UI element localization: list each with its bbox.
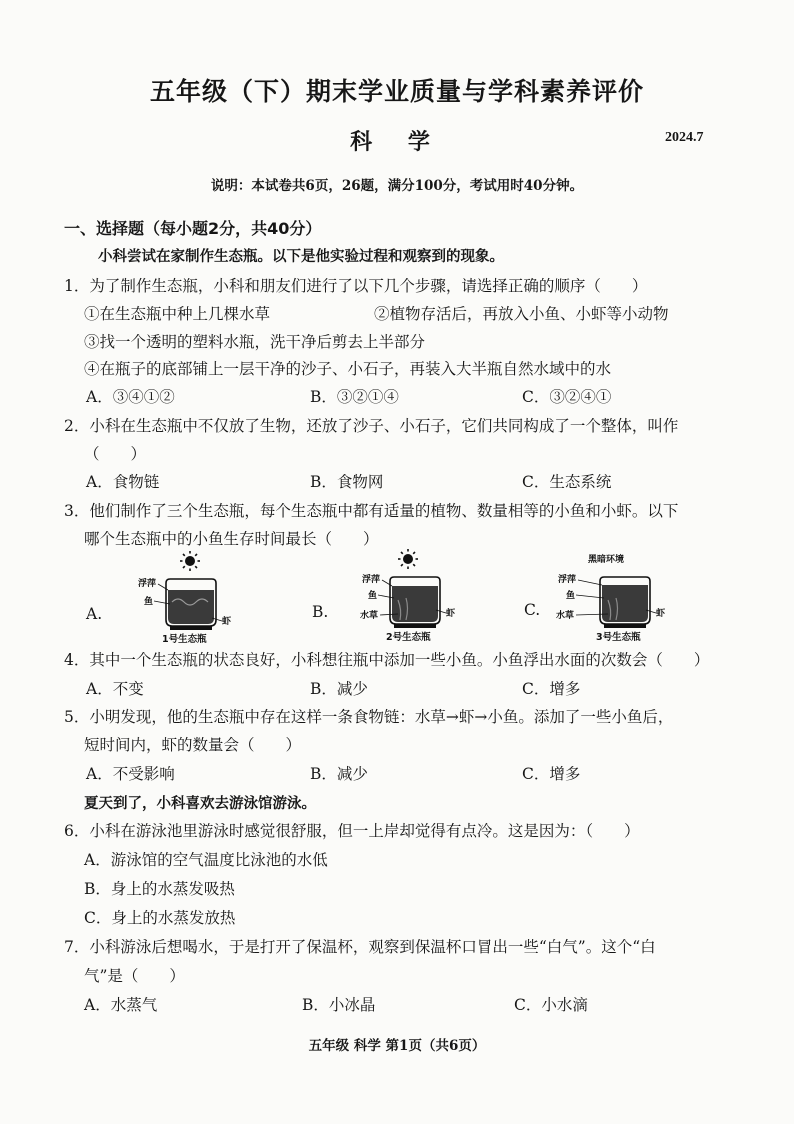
fig1-fish-label: 鱼 — [144, 597, 154, 607]
question-3-option-b[interactable]: B. — [312, 603, 329, 621]
question-6-option-b[interactable]: B．身上的水蒸发吸热 — [84, 880, 235, 898]
question-5-option-b[interactable]: B．减少 — [310, 765, 368, 783]
fig1-float-label: 浮萍 — [138, 579, 157, 589]
fig3-float-label: 浮萍 — [558, 575, 577, 585]
question-4-option-c[interactable]: C．增多 — [522, 680, 581, 698]
question-4-stem: 4．其中一个生态瓶的状态良好，小科想往瓶中添加一些小鱼。小鱼浮出水面的次数会（ ） — [64, 651, 710, 669]
question-3-stem: 3．他们制作了三个生态瓶，每个生态瓶中都有适量的植物、数量相等的小鱼和小虾。以下 — [64, 502, 679, 520]
fig2-float-label: 浮萍 — [362, 575, 381, 585]
question-1-step-1: ①在生态瓶中种上几棵水草 — [84, 305, 271, 323]
exam-note: 说明：本试卷共6页，26题，满分100分，考试用时40分钟。 — [210, 178, 584, 194]
fig3-shrimp-label: 虾 — [656, 609, 666, 619]
sun-icon — [180, 551, 200, 571]
eco-bottle-figure-2 — [356, 548, 476, 643]
question-1-step-2: ②植物存活后，再放入小鱼、小虾等小动物 — [374, 305, 669, 323]
question-2-option-a[interactable]: A．食物链 — [86, 473, 160, 491]
fig2-shrimp-label: 虾 — [446, 609, 456, 619]
bottle-2 — [390, 577, 440, 628]
question-4-option-a[interactable]: A．不变 — [86, 680, 144, 698]
question-3-option-c[interactable]: C. — [524, 601, 541, 619]
exam-date: 2024.7 — [665, 130, 704, 145]
fig2-caption: 2号生态瓶 — [386, 632, 431, 643]
question-1-option-a[interactable]: A．③④①② — [86, 388, 175, 406]
question-2-stem: 2．小科在生态瓶中不仅放了生物，还放了沙子、小石子，它们共同构成了一个整体，叫作 — [64, 417, 679, 435]
question-1-option-b[interactable]: B．③②①④ — [310, 388, 399, 406]
question-1-stem: 1．为了制作生态瓶，小科和朋友们进行了以下几个步骤，请选择正确的顺序（ ） — [64, 277, 648, 295]
question-1-step-3: ③找一个透明的塑料水瓶，洗干净后剪去上半部分 — [84, 333, 426, 351]
subject-title: 科 学 — [350, 130, 444, 155]
question-6-option-a[interactable]: A．游泳馆的空气温度比泳池的水低 — [84, 851, 328, 869]
question-2-option-c[interactable]: C．生态系统 — [522, 473, 612, 491]
question-3-stem-continued: 哪个生态瓶中的小鱼生存时间最长（ ） — [84, 530, 379, 548]
question-5-stem-continued: 短时间内，虾的数量会（ ） — [84, 736, 302, 754]
fig1-caption: 1号生态瓶 — [162, 634, 207, 645]
fig3-weed-label: 水草 — [556, 611, 575, 621]
page-footer: 五年级 科学 第1页（共6页） — [308, 1038, 486, 1054]
fig3-env-label: 黑暗环境 — [588, 555, 625, 565]
question-7-stem-continued: 气”是（ ） — [84, 967, 185, 985]
question-6-option-c[interactable]: C．身上的水蒸发放热 — [84, 909, 236, 927]
fig3-fish-label: 鱼 — [566, 591, 576, 601]
eco-bottle-figure-1 — [132, 550, 252, 645]
section-intro-2: 夏天到了，小科喜欢去游泳馆游泳。 — [84, 795, 316, 812]
question-2-option-b[interactable]: B．食物网 — [310, 473, 384, 491]
eco-bottle-figure-3 — [556, 548, 686, 643]
question-5-option-a[interactable]: A．不受影响 — [86, 765, 175, 783]
question-1-step-4: ④在瓶子的底部铺上一层干净的沙子、小石子，再装入大半瓶自然水域中的水 — [84, 360, 612, 378]
question-1-option-c[interactable]: C．③②④① — [522, 388, 612, 406]
question-6-stem: 6．小科在游泳池里游泳时感觉很舒服，但一上岸却觉得有点冷。这是因为：（ ） — [64, 822, 640, 840]
bottle-3 — [600, 577, 650, 628]
question-3-option-a[interactable]: A. — [86, 605, 103, 623]
fig3-caption: 3号生态瓶 — [596, 632, 641, 643]
fig2-weed-label: 水草 — [360, 611, 379, 621]
question-5-stem: 5．小明发现，他的生态瓶中存在这样一条食物链：水草→虾→小鱼。添加了一些小鱼后， — [64, 708, 674, 726]
section-intro: 小科尝试在家制作生态瓶。以下是他实验过程和观察到的现象。 — [98, 248, 504, 265]
question-7-option-c[interactable]: C．小水滴 — [514, 996, 588, 1014]
section-heading: 一、选择题（每小题2分，共40分） — [64, 219, 322, 238]
question-7-stem: 7．小科游泳后想喝水，于是打开了保温杯，观察到保温杯口冒出一些“白气”。这个“白 — [64, 938, 656, 956]
sun-icon — [398, 549, 418, 569]
question-7-option-a[interactable]: A．水蒸气 — [84, 996, 158, 1014]
question-2-stem-continued: （ ） — [84, 445, 147, 463]
exam-title: 五年级（下）期末学业质量与学科素养评价 — [149, 77, 644, 106]
question-5-option-c[interactable]: C．增多 — [522, 765, 581, 783]
bottle-1 — [166, 579, 216, 630]
question-7-option-b[interactable]: B．小冰晶 — [302, 996, 376, 1014]
fig1-shrimp-label: 虾 — [222, 617, 232, 627]
question-4-option-b[interactable]: B．减少 — [310, 680, 368, 698]
fig2-fish-label: 鱼 — [368, 591, 378, 601]
